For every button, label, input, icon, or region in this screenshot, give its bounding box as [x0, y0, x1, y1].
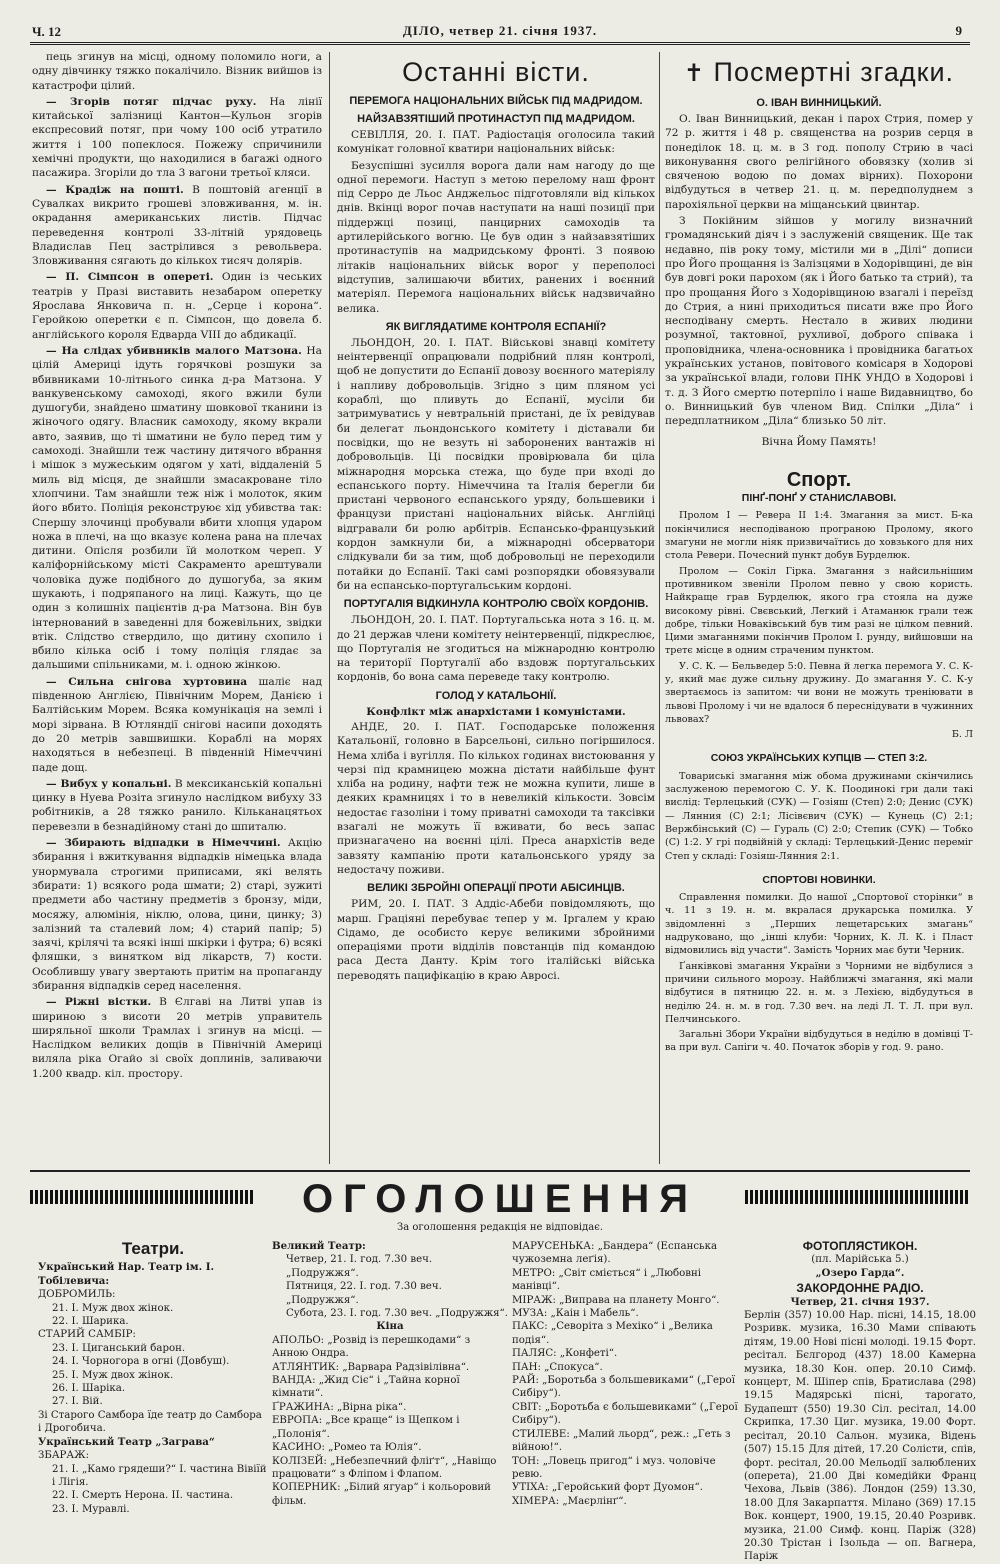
news-brief-text: Один із чеських театрів у Празі виставить незабаром оперетку Ярослава Янковича п. н. „Серце і корона“. Геройкою оперетки є п. Сімпсон, що довела б. англійського короля Едварда VIII до абдикації. [32, 271, 322, 341]
news-brief-lead: — Згорів потяг підчас руху. [46, 95, 257, 108]
listing-line: 23. І. Циганський барон. [52, 1342, 186, 1354]
news-brief-text: На цілій Америці ідуть горячкові розшуки за вбивниками 10-літнього синка д-ра Матзона. У ванкувенському самоході, якого вжили були душогуби, знайдено шматину шовкової тканини із жіночого одягу. Власник самоходу, якому вкрали авто, заявив, що ті шматини не було перед тим у самоході. Знайшли теж частину дитячого вбрання і мішок з мужеським одягом у хаті, віддаленій 5 миль від місця, де знайшли змасакроване тіло хлопчини. Там знайшли теж ніж і молоток, яким його вбито. Поліція реконструює хід убивства так: Спершу злочинці пробували вбити хлопця ударом ножа в плечі, на що вказує колена рана на плечах дитини. Опісля розбили їй молотком череп. У каліфорнійському місті Сакраменто арештували чоловіка дуже подібного до душогуба, за яким шукають, і подряпаного на лиці. Кажуть, що це один з колишніх пацієнтів д-ра Матзона. Він був інтернований в заведенні для божевільних, звідки втік. Слідство ствердило, що дитину схопило і вбило кілька осіб і тому поліція глядає за дальшими спільниками, м. і. одною жінкою. [32, 344, 322, 672]
obituary-name: О. ІВАН ВИННИЦЬКИЙ. [756, 97, 882, 109]
listing-line: Український Нар. Театр ім. І. Тобілевича: [38, 1261, 215, 1287]
listing-line: АТЛЯНТИК: „Варвара Радзівілівна“. [272, 1361, 470, 1373]
headline: ПОРТУГАЛІЯ ВІДКИНУЛА КОНТРОЛЮ СВОЇХ КОРДОНІВ. [343, 598, 649, 611]
listing-line: ВАНДА: „Жид Сіє“ і „Тайна корної кімнати“. [272, 1375, 460, 1400]
listing-line: 25. І. Муж двох жінок. [52, 1369, 174, 1381]
sport-headline: СОЮЗ УКРАЇНСЬКИХ КУПЦІВ — СТЕП 3:2. [710, 752, 928, 765]
news-brief-lead: — На слідах убивників малого Матзона. [46, 344, 302, 357]
listing-line: СВІТ: „Боротьба є большевиками“ („Герої Сибіру“). [512, 1401, 738, 1427]
sport-headline: ПІНҐ-ПОНҐ У СТАНИСЛАВОВІ. [741, 492, 897, 505]
news-brief [32, 777, 322, 834]
listing-line: СТАРИЙ САМБІР: [38, 1329, 136, 1341]
obituary-paragraph: З Покійним зійшов у могилу визначний громадянський діяч і з заслуженій священик. Ще так нєдавно, пів року тому, містили ми в „Ділі“ дописи про Його прощання із Залізцями в Ходорівщині, де він був довгі роки парохом (як і Його батько та стрий), та про прощання Його з Ходорівщиною взагалі і переїзд до Стрия, а нині приходиться писати вже про Його несподівану смерть. Нестало в живих людини розумної, тактовної, рухливої, доброго співака і проповідника, члена-основника і провідника багатьох українських установ, повітового комісаря в Ходорові за української влади, голови ПНК УНДО в Ходорові і т. д. З Його смертю потерпіло і наше Видавництво, бо о. Винницький був членом Вид. Спілки „Діла“ і передплатником „Діла“ близько 50 літ. [665, 215, 973, 428]
listing-line: 21. І. Муж двох жінок. [52, 1302, 174, 1314]
page-header [30, 20, 970, 42]
news-brief [32, 344, 322, 673]
listing-line: 21. І. „Камо грядеши?“ І. частина Вівіїй і Лігія. [52, 1463, 267, 1488]
obituary-title [665, 56, 973, 90]
sport-paragraph: Загальні Збори України відбудуться в неділю в домівці Т-ва при вул. Сапіги ч. 40. Початок зборів у год. 9. рано. [665, 1029, 973, 1054]
news-brief-text: На лінії китайської залізниці Кантон—Кульон згорів експресовий потяг, при чому 100 осіб утратило життя і 100 попеклося. Пожежу спричинили хемічні продукти, що находилися в багажі одного пасажира. Згоріли до тла 3 вагони третьої кляси. [32, 95, 323, 180]
listing-line: АПОЛЬО: „Розвід із перешкодами“ з Анною Ондра. [272, 1334, 471, 1360]
listing-line: ЕВРОПА: „Все краще“ із Щепком і „Полонія“. [272, 1415, 460, 1440]
listing-line: 23. І. Муравлі. [52, 1503, 130, 1515]
sport-paragraph: Пролом — Сокіл Гірка. Змагання з найсильнішим противником звеніли Пролом певно у свою користь. Найкраще грав Бурделюк, якого гра стояла на дуже високому рівні. Свєвський, Легкий і Атаманюк грали теж добре, тільки Новаківський був тим разі не цілком певний. Цими змаганнями покінчив Пролом І. рунду, вийшовши на третє місце в одним страченим пунктом. [665, 565, 973, 657]
headline: ГОЛОД У КАТАЛЬОНІЇ. [435, 689, 557, 702]
news-brief [32, 675, 322, 775]
news-brief-text: Акцію збирання і вжиткування відпадків німецька влада унормувала строгими приписами, які велять збирати: 1) всякого рода шмати; 2) старі, зужиті предмети або частину предметів з бронзу, міди, мосяжу, алюмінія, ніклю, олова, цини, цинку; 3) залізний та сталевий лом; 4) старий папір; 5) заячі, крілячі та всякі інші шкірки і футра; 6) всякі фляшки, з винятком від лікарств, 7) кости. Особлившу увагу звертають притім на пропаганду збирання відпадків серед населення. [32, 837, 322, 992]
news-brief-text: В поштовій агенції в Сувалках викрито грошеві зловживання, м. ін. окрадання американських листів. Підчас переведення контролі 33-літній урядовець Владислав Пец застрілився з револьвера. Зловживання сягають до кількох тисяч долярів. [32, 183, 323, 268]
listing-line: Український Театр „Заграва“ [38, 1435, 215, 1448]
listing-line: ЗБАРАЖ: [38, 1450, 89, 1462]
latest-news-column [337, 50, 655, 1168]
obituary-closing: Вічна Йому Память! [761, 435, 877, 448]
news-brief-lead: — Ріжні вістки. [46, 996, 152, 1009]
listing-line: 26. І. Шаріка. [52, 1383, 126, 1395]
cinema-column-1 [272, 1240, 508, 1535]
listing-line: МАРУСЕНЬКА: „Бандера“ (Еспанська чужоземна леґія). [512, 1241, 718, 1266]
cinema-list [272, 1240, 508, 1508]
news-brief-lead: — Збирають відпадки в Німеччині. [46, 837, 281, 850]
listing-line: 22. І. Смерть Нерона. ІІ. частина. [52, 1490, 234, 1502]
ads-disclaimer: За оголошення редакція не відповідає. [396, 1222, 604, 1233]
listing-line: Великий Театр: [272, 1240, 366, 1252]
sport-paragraph: У. С. К. — Бельведер 5:0. Певна й легка перемога У. С. К-у, який має дуже сильну дружину. До змагання У. С. К-у звертаємось із запитом: чи вони не можуть треніювати в львові Пролому і чи не вдалося б переснідувати в чужинних львовах? [665, 660, 973, 725]
listing-line: МУЗА: „Каін і Мабель“. [512, 1308, 639, 1320]
column-divider [659, 52, 660, 1164]
sport-signature: Б. Л [951, 729, 973, 741]
cross-icon: ✝ [683, 60, 706, 87]
headline: ПЕРЕМОГА НАЦІОНАЛЬНИХ ВІЙСЬК ПІД МАДРИДОМ. [349, 95, 643, 107]
issue-number: Ч. 12 [32, 24, 62, 39]
listing-line: Четвер, 21. І. год. 7.30 веч. „Подружжя“. [286, 1254, 433, 1279]
obituary-title-text: Посмертні згадки. [713, 57, 955, 87]
listing-line: Кіна [376, 1320, 404, 1333]
news-brief [32, 183, 322, 269]
page-number: 9 [955, 23, 962, 38]
listing-line: ХІМЕРА: „Маєрлінґ“. [512, 1495, 627, 1507]
radio-date: Четвер, 21. січня 1937. [790, 1295, 930, 1308]
theatres-column [38, 1240, 268, 1535]
headline: НАЙЗАВЗЯТІШИЙ ПРОТИНАСТУП ПІД МАДРИДОМ. [357, 113, 635, 125]
listing-line: МІРАЖ: „Виправа на планету Монго“. [512, 1294, 720, 1306]
sport-paragraph: Ґанківкові змагання України з Чорними не відбулися з причини сильного морозу. Найближчі змагання, які мали відбутися в пятницю 22. н. м. з Лехією, відбудуться в неділю 24. н. м. в год. 7.30 веч. на леді Л. Т. Л. при вул. Пелчинського. [665, 960, 973, 1025]
listing-line: 22. І. Шарика. [52, 1316, 129, 1328]
fotoplastikon-show: „Озеро Гарда“. [815, 1266, 905, 1279]
listing-line: ДОБРОМИЛЬ: [38, 1289, 116, 1301]
theatres-list [38, 1261, 268, 1516]
sport-paragraph: Пролом І — Ревера ІІ 1:4. Змагання за мист. Б-ка покінчилися несподіваною програною Пролому, якого змагуни не могли ніяк призвичаїтись до ховзького для них стола Ревери. Почесний пункт добув Бурделюк. [665, 510, 973, 562]
subheadline: Конфлікт між анархістами і комуністами. [366, 705, 626, 718]
article-paragraph: АНДЕ, 20. І. ПАТ. Господарське положення Катальонії, головно в Барсельоні, сильно погіршилося. Нема хліба і вугілля. По кількох годинах вистоювання у черзі під крамницею можна дістати найбільше фунт хліба на родину, нафти теж не можна купити, лише в деяких крамницях і то в невеликій кількости. Зовсім недостає газоліни і тому приватні самоходи та таксівки взагалі не можуть її вживати, бо весь запас признагачено на воєнні цілі. Преса анархістів веде завзяту кампанію проти катальонського уряду за недостачу поживи. [337, 720, 655, 876]
listing-line: Субота, 23. І. год. 7.30 веч. „Подружжя“. [286, 1308, 509, 1320]
news-brief [32, 50, 322, 93]
news-brief-lead: — Вибух у копальні. [46, 777, 172, 790]
news-brief [32, 836, 322, 993]
cinema-list [512, 1240, 740, 1508]
article-paragraph: Безуспішні зусилля ворога дали нам нагоду до ще одної перемоги. Наступ з метою перелому наш фронт під Серро де Льос Анджельос підготовляли від кількох днів. Вкінці ворог почав наступати на наші позиції при піддержці позиці, панцирних самоходів та артилерійського вогню. Це був один з найзавзятіших протинаступів на мадридському фронті. З появою літаків національних військ ворог у переполосі відступив, залишаючи вбитих, ранених і воєнний матеріял. Перемога національних військ надзвичайно велика. [337, 159, 655, 315]
fotoplastikon-title: ФОТОПЛЯСТИКОН. [802, 1239, 918, 1253]
listing-line: Пятниця, 22. І. год. 7.30 веч. „Подружжя“. [286, 1281, 442, 1306]
listing-line: УТІХА: „Геройський форт Дуомон“. [512, 1482, 703, 1494]
headline: ВЕЛИКІ ЗБРОЙНІ ОПЕРАЦІЇ ПРОТИ АБІСИНЦІВ. [367, 882, 625, 895]
news-brief [32, 95, 322, 181]
listing-line: КАСИНО: „Ромео та Юлія“. [272, 1442, 422, 1454]
sport-paragraph: Справлення помилки. До нашої „Спортової сторінки“ в ч. 11 з 19. н. м. вкралася друкарська помилка. У звідомленні з „Перших лещетарських змагань“ надруковано, що „інші клуби: Чорних, К. Л. К. і Пласт відмовились від участи“. Замість Чорних має бути Черник. [665, 892, 973, 957]
header-rule [30, 42, 970, 45]
latest-news-title: Останні вісти. [402, 57, 590, 87]
headline: ЯК ВИГЛЯДАТИМЕ КОНТРОЛЯ ЕСПАНІЇ? [385, 320, 607, 333]
listing-line: ТОН: „Ловець пригод“ і муз. чоловіче ревю. [512, 1455, 716, 1480]
news-brief-text: шаліє над південною Англією, Північним Морем, Данією і Балтійським Морем. Всяка комунікація на землі і морі зірвана. В Ютляндії снігові насипи доходять до 20 метрів завшвишки. Кораблі на морях находяться в небезпеці. В південній Німеччині паде дощ. [32, 675, 322, 774]
article-paragraph: ЛЬОНДОН, 20. І. ПАТ. Португальська нота з 16. ц. м. до 21 держав члени комітету неінтервенції, підкреслює, що Португалія не згодиться на міжнародню контролю на території Португалії або вздовж португальських кордонів, бо вона сама переведе таку контролю. [337, 614, 655, 684]
cinema-column-2 [512, 1240, 740, 1535]
news-briefs-column [32, 50, 322, 1168]
radio-column [744, 1239, 976, 1563]
sport-paragraph: Товариські змагання між обома дружинами скінчились заслуженою перемогою С. У. К. Поодинокі гри дали такі вислід: Терлецький (СУК) — Гозіяш (Степ) 2:0; Денис (СУК) — Лянния (С) 2:1; Лісівєвич (СУК) — Кунець (С) 2:1; Вержбінський (С) — Гураль (С) 2:0; Степик (СУК) — Тобко (С) 1:2. У грі подвійній у складі: Терлецький-Денис переміг Степ у складі: Гозіяш-Лянния 2:1. [665, 770, 973, 862]
news-brief-text: В Єлгаві на Литві упав із шириною з висоти 20 метрів управитель ширяльної школи Трамлах і згинув на місці. — Наслідком великих дощів в Північній Америці виляла ріка Огайо зі своїх доплинів, заливаючи 1.200 квадр. кіл. простору. [32, 996, 322, 1080]
section-rule [30, 1170, 970, 1172]
listing-line: РАЙ: „Боротьба з большевиками“ („Герої Сибіру“). [512, 1375, 735, 1400]
theatres-title: Театри. [121, 1239, 185, 1258]
fotoplastikon-address: (пл. Марійська 5.) [811, 1254, 909, 1266]
article-paragraph: ЛЬОНДОН, 20. І. ПАТ. Військові знавці комітету неінтервенції опрацювали подрібний плян контролі, щоб не допустити до Еспанії довозу воєнного матеріялу і напливу добровольців. Згідно з цим пляном усі кораблі, що пливуть до Еспанії, мусіли би затримуватись у невтральній пристані, де їх ревідував би делегат льондонського комітету і діставали би посвідки, що не везуть ні заборонених вантажів ні добровольців. Ці посвідки провірювала би ціла міжнародня морська стежа, що буде при вході до еспанського порту. Німеччина та Італія берегли би пристані червоного еспанського уряду, большевики і французи пристані національних військ. Англійці відгравали би ролю арбітрів. Еспансько-французький кордон замкнули би, а міжнародні обсерватори слідкували би за тим, щоб добровольці не переходили потайки до Еспанії. Такі самі розпорядки обовязували би на еспансько-португальським кордоні. [337, 336, 655, 592]
listing-line: МЕТРО: „Світ сміється“ і „Любовні манівці“. [512, 1267, 702, 1293]
listing-line: ПАКС: „Севоріта з Мехіко“ і „Велика подія“. [512, 1321, 713, 1346]
ads-banner [30, 1176, 970, 1226]
listing-line: СТИЛЕВЕ: „Малий льорд“, реж.: „Геть з війною!“. [512, 1428, 731, 1454]
sport-headline: СПОРТОВІ НОВИНКИ. [762, 873, 876, 886]
sport-section-title: Спорт. [786, 468, 852, 491]
ads-title: ОГОЛОШЕННЯ [30, 1178, 970, 1220]
listing-line: КОПЕРНИК: „Білий ягуар“ і кольоровий фільм. [272, 1482, 491, 1507]
obituary-sport-column [665, 50, 973, 1168]
news-brief-lead: — Крадіж на пошті. [46, 183, 184, 196]
news-brief-lead: — П. Сімпсон в опереті. [46, 271, 214, 284]
listing-line: ҐРАЖИНА: „Вірна ріка“. [272, 1401, 407, 1413]
news-brief [32, 270, 322, 341]
masthead-date: ДІЛО, четвер 21. січня 1937. [402, 23, 598, 38]
news-brief-lead: — Сильна снігова хуртовина [46, 675, 248, 688]
column-divider [329, 52, 330, 1164]
news-brief-text: В мексиканській копальні цинку в Нуева Розіта згинуло наслідком вибуху 33 робітників, а 28 тяжко ранило. Кільканацятьох перевезли в безнадійному стані до шпиталю. [32, 777, 323, 833]
article-paragraph: СЕВІЛЛЯ, 20. І. ПАТ. Радіостація оголосила такий комунікат головної кватири національних військ: [337, 129, 655, 156]
listing-line: 27. І. Вій. [52, 1396, 103, 1408]
article-paragraph: РИМ, 20. І. ПАТ. З Аддіс-Абеби повідомляють, що марш. Граціяні перебуває тепер у м. Іргалем у краю Сідамо, де особисто керує великими збройними операціями проти відділів повстанців під командою раса Деста Данту. Крім того італійські війська переводять пацифікацію в краю Авросі. [337, 898, 655, 982]
radio-program: Берлін (357) 10.00 Нар. пісні, 14.15, 18.00 Розривк. музика, 16.30 Мами співають дітям, 19.00 Нові пісні молоді. 19.15 Форт. ресітал. Бєлгород (437) 18.00 Камерна музика, 18.30 Кон. опер. 20.10 Симф. концерт, М. Шіпер спів, Братислава (298) 19.15 Мадярські пісні, тарогато, Будапешт (550) 19.30 Сіл. ресітал, 14.00 Скрипка, 17.30 Циг. музика, 19.00 Форт. ресітал, 20.10 Сальон. музика, Відень (507) 15.15 Для дітей, 17.20 Солісти, спів, форт. ресітал, 20.00 Мельодії залюблених (оперета), 21.00 Дві комедійки Франц Чехова, Львів (386). Лондон (259) 13.30, 18.00 Для Закарпаття. Мілано (369) 17.15 Вок. концерт, 1900, 19.15, 20.40 Розривк. музика, 21.00 Симф. конц. Паріж (328) 20.30 Трістан і Ізольда — оп. Вагнера, Паріж [744, 1310, 976, 1563]
listing-line: 24. І. Чорногора в огні (Довбуш). [52, 1356, 230, 1368]
radio-title: ЗАКОРДОННЕ РАДІО. [796, 1281, 924, 1296]
listing-line: ПАЛЯС: „Конфеті“. [512, 1348, 618, 1360]
listing-line: Зі Старого Самбора їде театр до Самбора і Дрогобича. [38, 1409, 262, 1435]
news-brief [32, 995, 322, 1081]
news-brief-text: пець згинув на місці, одному поломило ноги, а одну дівчинку тяжко покалічило. Візник вийшов із катастрофи цілий. [32, 51, 322, 92]
obituary-paragraph: О. Іван Винницький, декан і парох Стрия, помер у 72 р. життя і 48 р. священства на розрив серця в понеділок 18. ц. м. в 3 год. пополу Стрию в часі виконування свого релігійного обовязку (холив зі свяченою водою по домах вірних). Похорони відбудуться в четвер 21. ц. м. передполуднем з парохіяльної церкви на міщанський цвинтар. [665, 113, 973, 211]
listing-line: КОЛІЗЕЙ: „Небезпечний фліґт“, „Навіщо працювати“ з Фліпом і Флапом. [272, 1455, 497, 1480]
listing-line: ПАН: „Спокуса“. [512, 1361, 603, 1373]
